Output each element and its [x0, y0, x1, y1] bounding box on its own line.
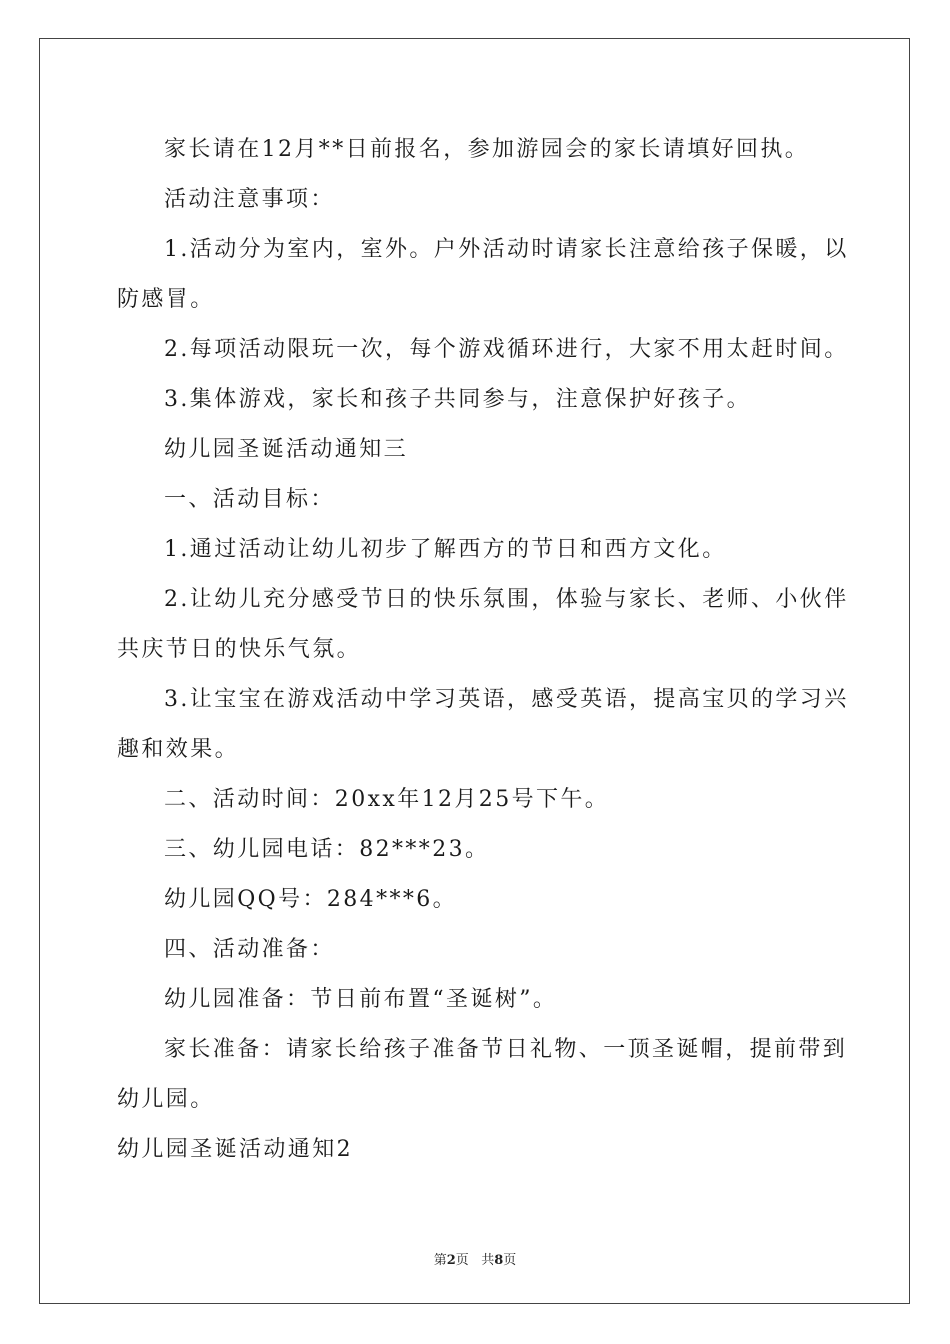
note-item-1-line-1: 1.活动分为室内，室外。户外活动时请家长注意给孩子保暖，以 [164, 237, 849, 262]
kindergarten-qq: 幼儿园QQ号：284***6。 [164, 887, 458, 912]
page-border [39, 38, 910, 1304]
paragraph-registration: 家长请在12月**日前报名，参加游园会的家长请填好回执。 [164, 137, 810, 162]
goal-item-2-line-1: 2.让幼儿充分感受节日的快乐氛围，体验与家长、老师、小伙伴 [164, 587, 849, 612]
footer-page-prefix: 第 [433, 1253, 447, 1268]
note-item-3: 3.集体游戏，家长和孩子共同参与，注意保护好孩子。 [164, 387, 751, 412]
page-footer [0, 1249, 950, 1268]
section-title-notice-2: 幼儿园圣诞活动通知2 [117, 1137, 353, 1162]
parent-preparation-line-1: 家长准备：请家长给孩子准备节日礼物、一顶圣诞帽，提前带到 [164, 1037, 848, 1062]
note-item-2: 2.每项活动限玩一次，每个游戏循环进行，大家不用太赶时间。 [164, 337, 849, 362]
heading-activity-preparation: 四、活动准备： [164, 937, 335, 962]
heading-activity-notes: 活动注意事项： [164, 187, 335, 212]
section-title-notice-three: 幼儿园圣诞活动通知三 [164, 437, 409, 462]
footer-page-number: 2 [446, 1253, 456, 1268]
footer-total-prefix: 共 [481, 1253, 495, 1268]
goal-item-3-line-2: 趣和效果。 [117, 737, 240, 762]
note-item-1-line-2: 防感冒。 [117, 287, 215, 312]
goal-item-2-line-2: 共庆节日的快乐气氛。 [117, 637, 362, 662]
parent-preparation-line-2: 幼儿园。 [117, 1087, 215, 1112]
footer-total-suffix: 页 [503, 1253, 517, 1268]
goal-item-1: 1.通过活动让幼儿初步了解西方的节日和西方文化。 [164, 537, 727, 562]
heading-activity-goals: 一、活动目标： [164, 487, 335, 512]
kindergarten-phone: 三、幼儿园电话：82***23。 [164, 837, 490, 862]
goal-item-3-line-1: 3.让宝宝在游戏活动中学习英语，感受英语，提高宝贝的学习兴 [164, 687, 849, 712]
footer-total-pages: 8 [494, 1253, 504, 1268]
activity-time: 二、活动时间：20xx年12月25号下午。 [164, 787, 610, 812]
footer-page-suffix: 页 [455, 1253, 469, 1268]
kindergarten-preparation: 幼儿园准备：节日前布置“圣诞树”。 [164, 987, 558, 1012]
